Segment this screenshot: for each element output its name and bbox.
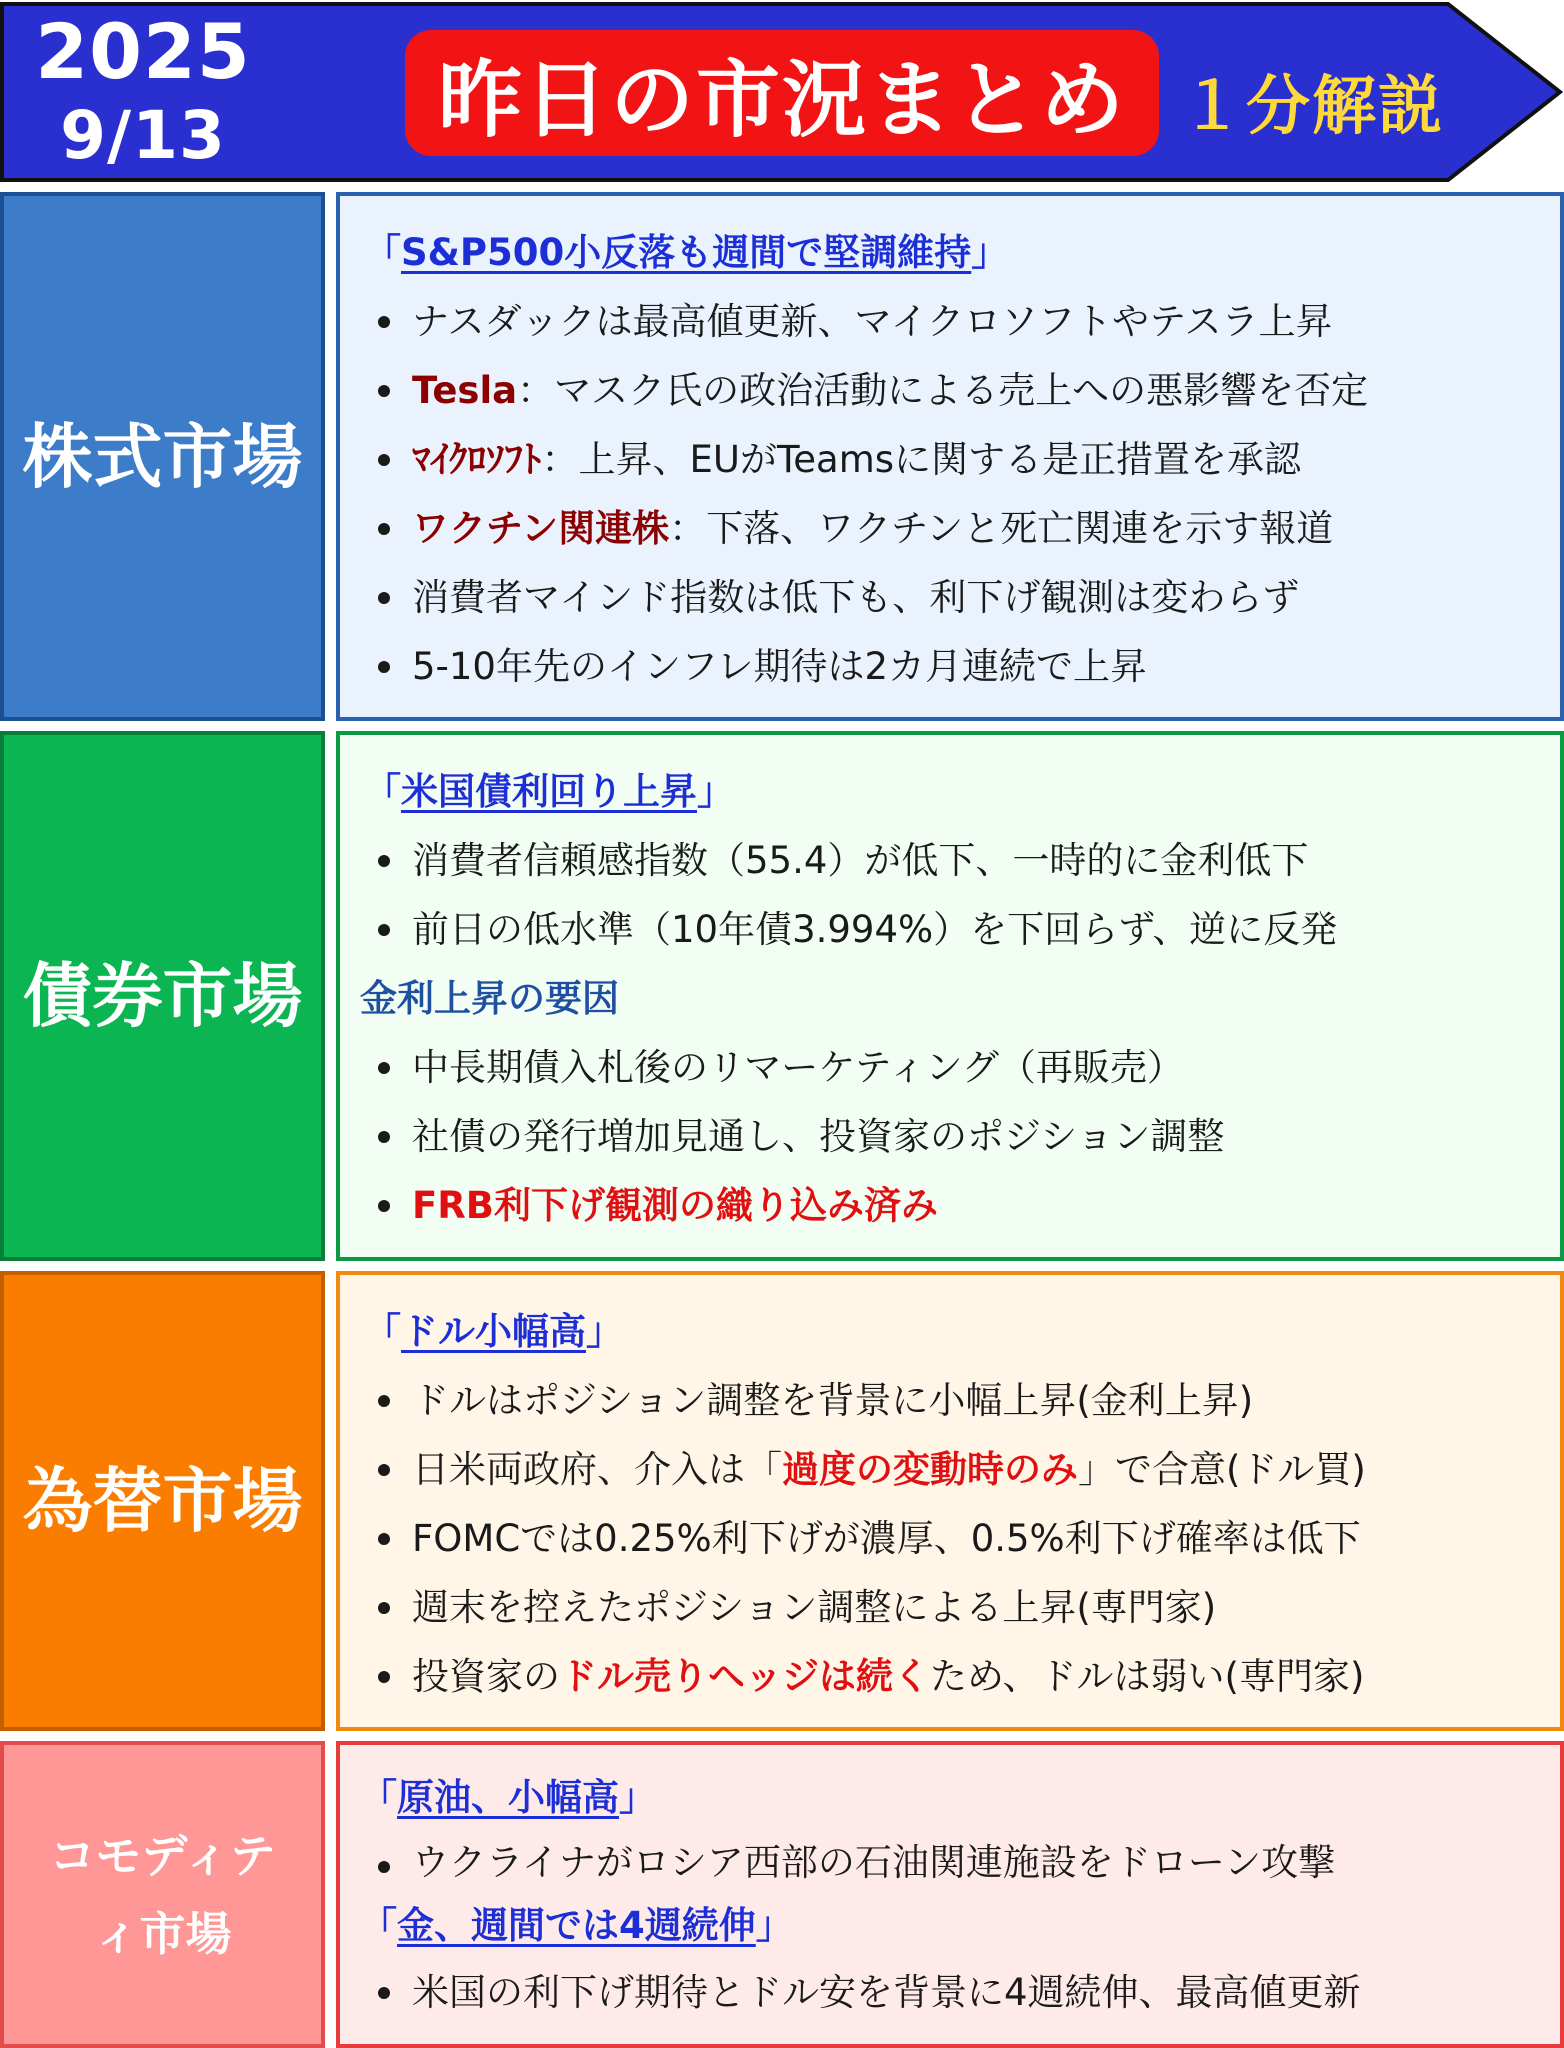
headline-text: 原油、小幅高	[397, 1776, 619, 1819]
section-content	[336, 1271, 1564, 1731]
headline-text: 米国債利回り上昇	[401, 770, 697, 813]
section-label: 債券市場	[22, 955, 303, 1037]
section-label	[29, 1817, 295, 1973]
section-commodity-market	[0, 1741, 1564, 2048]
page-title: 昨日の市況まとめ	[437, 50, 1126, 149]
section-label-line: コモディテ	[49, 1828, 276, 1883]
bullet-item	[364, 494, 1536, 563]
header-banner	[0, 0, 1564, 184]
section-label-box	[0, 192, 325, 721]
title-box	[405, 30, 1159, 156]
section-headline: 「原油、小幅高」	[360, 1776, 656, 1819]
section-headline: 「ドル小幅高」	[364, 1310, 623, 1353]
bullet-item: 週末を控えたポジション調整による上昇(専門家)	[364, 1573, 1536, 1642]
bullet-keyword: Tesla	[412, 369, 518, 412]
section-label-line: ィ市場	[93, 1906, 232, 1961]
bullet-item: ウクライナがロシア西部の石油関連施設をドローン攻撃	[364, 1832, 1536, 1894]
section-label-box	[0, 1271, 325, 1731]
bullet-item: 前日の低水準（10年債3.994%）を下回らず、逆に反発	[364, 895, 1536, 964]
section-content	[336, 192, 1564, 721]
bullet-text: ：上昇、EUがTeamsに関する是正措置を承認	[541, 438, 1302, 481]
section-fx-market	[0, 1271, 1564, 1731]
bullet-item: FOMCでは0.25%利下げが濃厚、0.5%利下げ確率は低下	[364, 1504, 1536, 1573]
bullet-item: ナスダックは最高値更新、マイクロソフトやテスラ上昇	[364, 287, 1536, 356]
bullet-keyword: ワクチン関連株	[412, 507, 670, 550]
section-label: 為替市場	[22, 1460, 303, 1542]
bullet-item	[364, 1435, 1536, 1504]
bullet-text: ため、ドルは弱い(専門家)	[930, 1655, 1365, 1698]
bullet-item	[364, 425, 1536, 494]
bullet-text: 日米両政府、介入は「	[412, 1448, 782, 1491]
date-month-day: 9/13	[60, 97, 226, 174]
headline-text: S&P500小反落も週間で堅調維持	[401, 231, 972, 274]
bullet-item: ドルはポジション調整を背景に小幅上昇(金利上昇)	[364, 1366, 1536, 1435]
headline-text: ドル小幅高	[401, 1310, 586, 1353]
bullet-keyword: ﾏｲｸﾛｿﾌﾄ	[412, 438, 542, 481]
section-content	[336, 1741, 1564, 2048]
sub-heading: 金利上昇の要因	[360, 977, 619, 1020]
bullet-item: 中長期債入札後のリマーケティング（再販売）	[364, 1033, 1536, 1102]
section-headline: 「米国債利回り上昇」	[364, 770, 734, 813]
bullet-item-emphasis: FRB利下げ観測の織り込み済み	[364, 1171, 1536, 1240]
bullet-item	[364, 1642, 1536, 1711]
bullet-item: 社債の発行増加見通し、投資家のポジション調整	[364, 1102, 1536, 1171]
section-content	[336, 731, 1564, 1261]
bullet-item: 5-10年先のインフレ期待は2カ月連続で上昇	[364, 632, 1536, 701]
bullet-keyword: 過度の変動時のみ	[782, 1448, 1078, 1491]
bullet-item: 米国の利下げ期待とドル安を背景に4週続伸、最高値更新	[364, 1958, 1536, 2027]
section-headline: 「S&P500小反落も週間で堅調維持」	[364, 231, 1009, 274]
bullet-text: ：下落、ワクチンと死亡関連を示す報道	[669, 507, 1334, 550]
bullet-item: 消費者マインド指数は低下も、利下げ観測は変わらず	[364, 563, 1536, 632]
section-label-box	[0, 1741, 325, 2048]
headline-text: 金、週間では4週続伸	[397, 1904, 756, 1947]
bullet-item: 消費者信頼感指数（55.4）が低下、一時的に金利低下	[364, 826, 1536, 895]
section-label: 株式市場	[22, 415, 303, 498]
bullet-text: ：マスク氏の政治活動による売上への悪影響を否定	[517, 369, 1369, 412]
page-subtitle: １分解説	[1180, 70, 1444, 144]
bullet-keyword: ドル売りヘッジは続く	[560, 1655, 930, 1698]
date-year: 2025	[35, 7, 251, 96]
bullet-text: 投資家の	[412, 1655, 560, 1698]
section-stock-market	[0, 192, 1564, 721]
bullet-item	[364, 356, 1536, 425]
section-label-box	[0, 731, 325, 1261]
section-headline: 「金、週間では4週続伸」	[360, 1904, 793, 1947]
section-bond-market	[0, 731, 1564, 1261]
bullet-text: 」で合意(ドル買)	[1078, 1448, 1366, 1491]
